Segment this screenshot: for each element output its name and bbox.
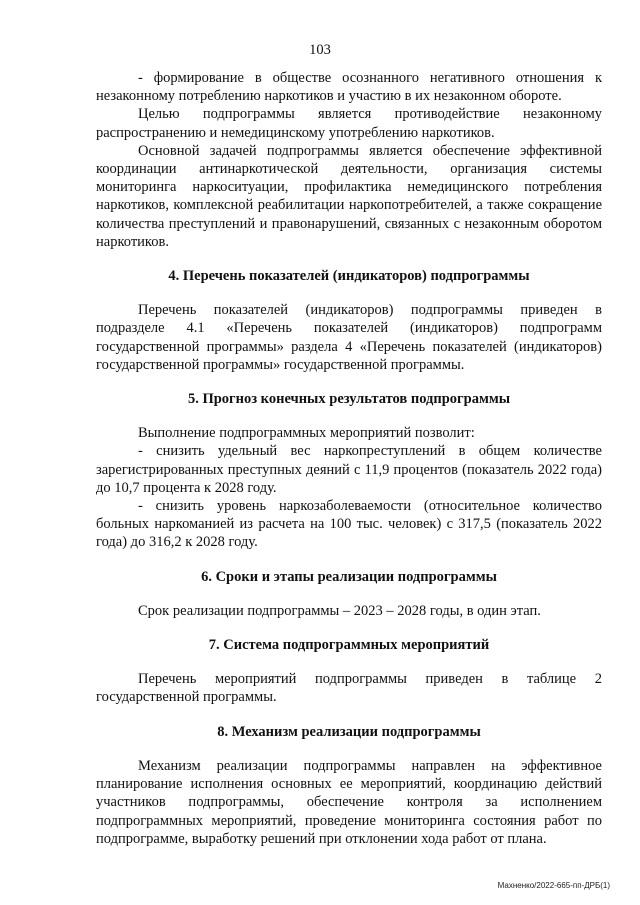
section-5-item-1: - снизить удельный вес наркопреступлений в общем количестве зарегистрированных преступных деяний с 11,9 процентов (показатель 2022 года) до 10,7 процента к 2028 году. xyxy=(96,443,602,496)
section-5-intro: Выполнение подпрограммных мероприятий позволит: xyxy=(138,425,475,442)
document-footer-code: Махненко/2022-665-пп-ДРБ(1) xyxy=(497,881,610,890)
page-number: 103 xyxy=(309,42,331,58)
section-7-text: Перечень мероприятий подпрограммы приведен в таблице 2 государственной программы. xyxy=(96,671,602,706)
paragraph-main-task: Основной задачей подпрограммы является обеспечение эффективной координации антинаркотической деятельности, организация системы мониторинга наркоситуации, профилактика немедицинского потребления наркотиков, комплексной реабилитации наркопотребителей, а также сокращение количества преступлений и правонарушений, связанных с незаконным оборотом наркотиков. xyxy=(96,142,602,250)
section-6-heading: 6. Сроки и этапы реализации подпрограммы xyxy=(201,568,497,585)
section-5-item-2: - снизить уровень наркозаболеваемости (относительное количество больных наркоманией из расчета на 100 тыс. человек) с 317,5 (показатель 2022 года) до 316,2 к 2028 году. xyxy=(96,498,602,551)
section-7-heading: 7. Система подпрограммных мероприятий xyxy=(208,637,490,654)
section-5-heading: 5. Прогноз конечных результатов подпрограммы xyxy=(187,391,511,408)
section-8-heading: 8. Механизм реализации подпрограммы xyxy=(217,723,481,740)
document-body xyxy=(96,69,602,848)
paragraph-purpose: Целью подпрограммы является противодействие незаконному распространению и немедицинскому употреблению наркотиков. xyxy=(96,106,602,141)
section-4-text: Перечень показателей (индикаторов) подпрограммы приведен в подразделе 4.1 «Перечень показателей (индикаторов) подпрограмм государственной программы» раздела 4 «Перечень показателей (индикаторов) государственной программы» государственной программы. xyxy=(96,302,602,373)
paragraph-goal-item: - формирование в обществе осознанного негативного отношения к незаконному потреблению наркотиков и участию в их незаконном обороте. xyxy=(96,70,602,105)
section-4-heading: 4. Перечень показателей (индикаторов) подпрограммы xyxy=(168,268,530,285)
section-6-text: Срок реализации подпрограммы – 2023 – 2028 годы, в один этап. xyxy=(138,602,541,619)
section-8-text: Механизм реализации подпрограммы направлен на эффективное планирование исполнения основных ее мероприятий, координацию действий участников подпрограммы, обеспечение контроля за исполнением подпрограммных мероприятий, проведение мониторинга состояния работ по подпрограмме, выработку решений при отклонении хода работ от плана. xyxy=(96,757,602,847)
